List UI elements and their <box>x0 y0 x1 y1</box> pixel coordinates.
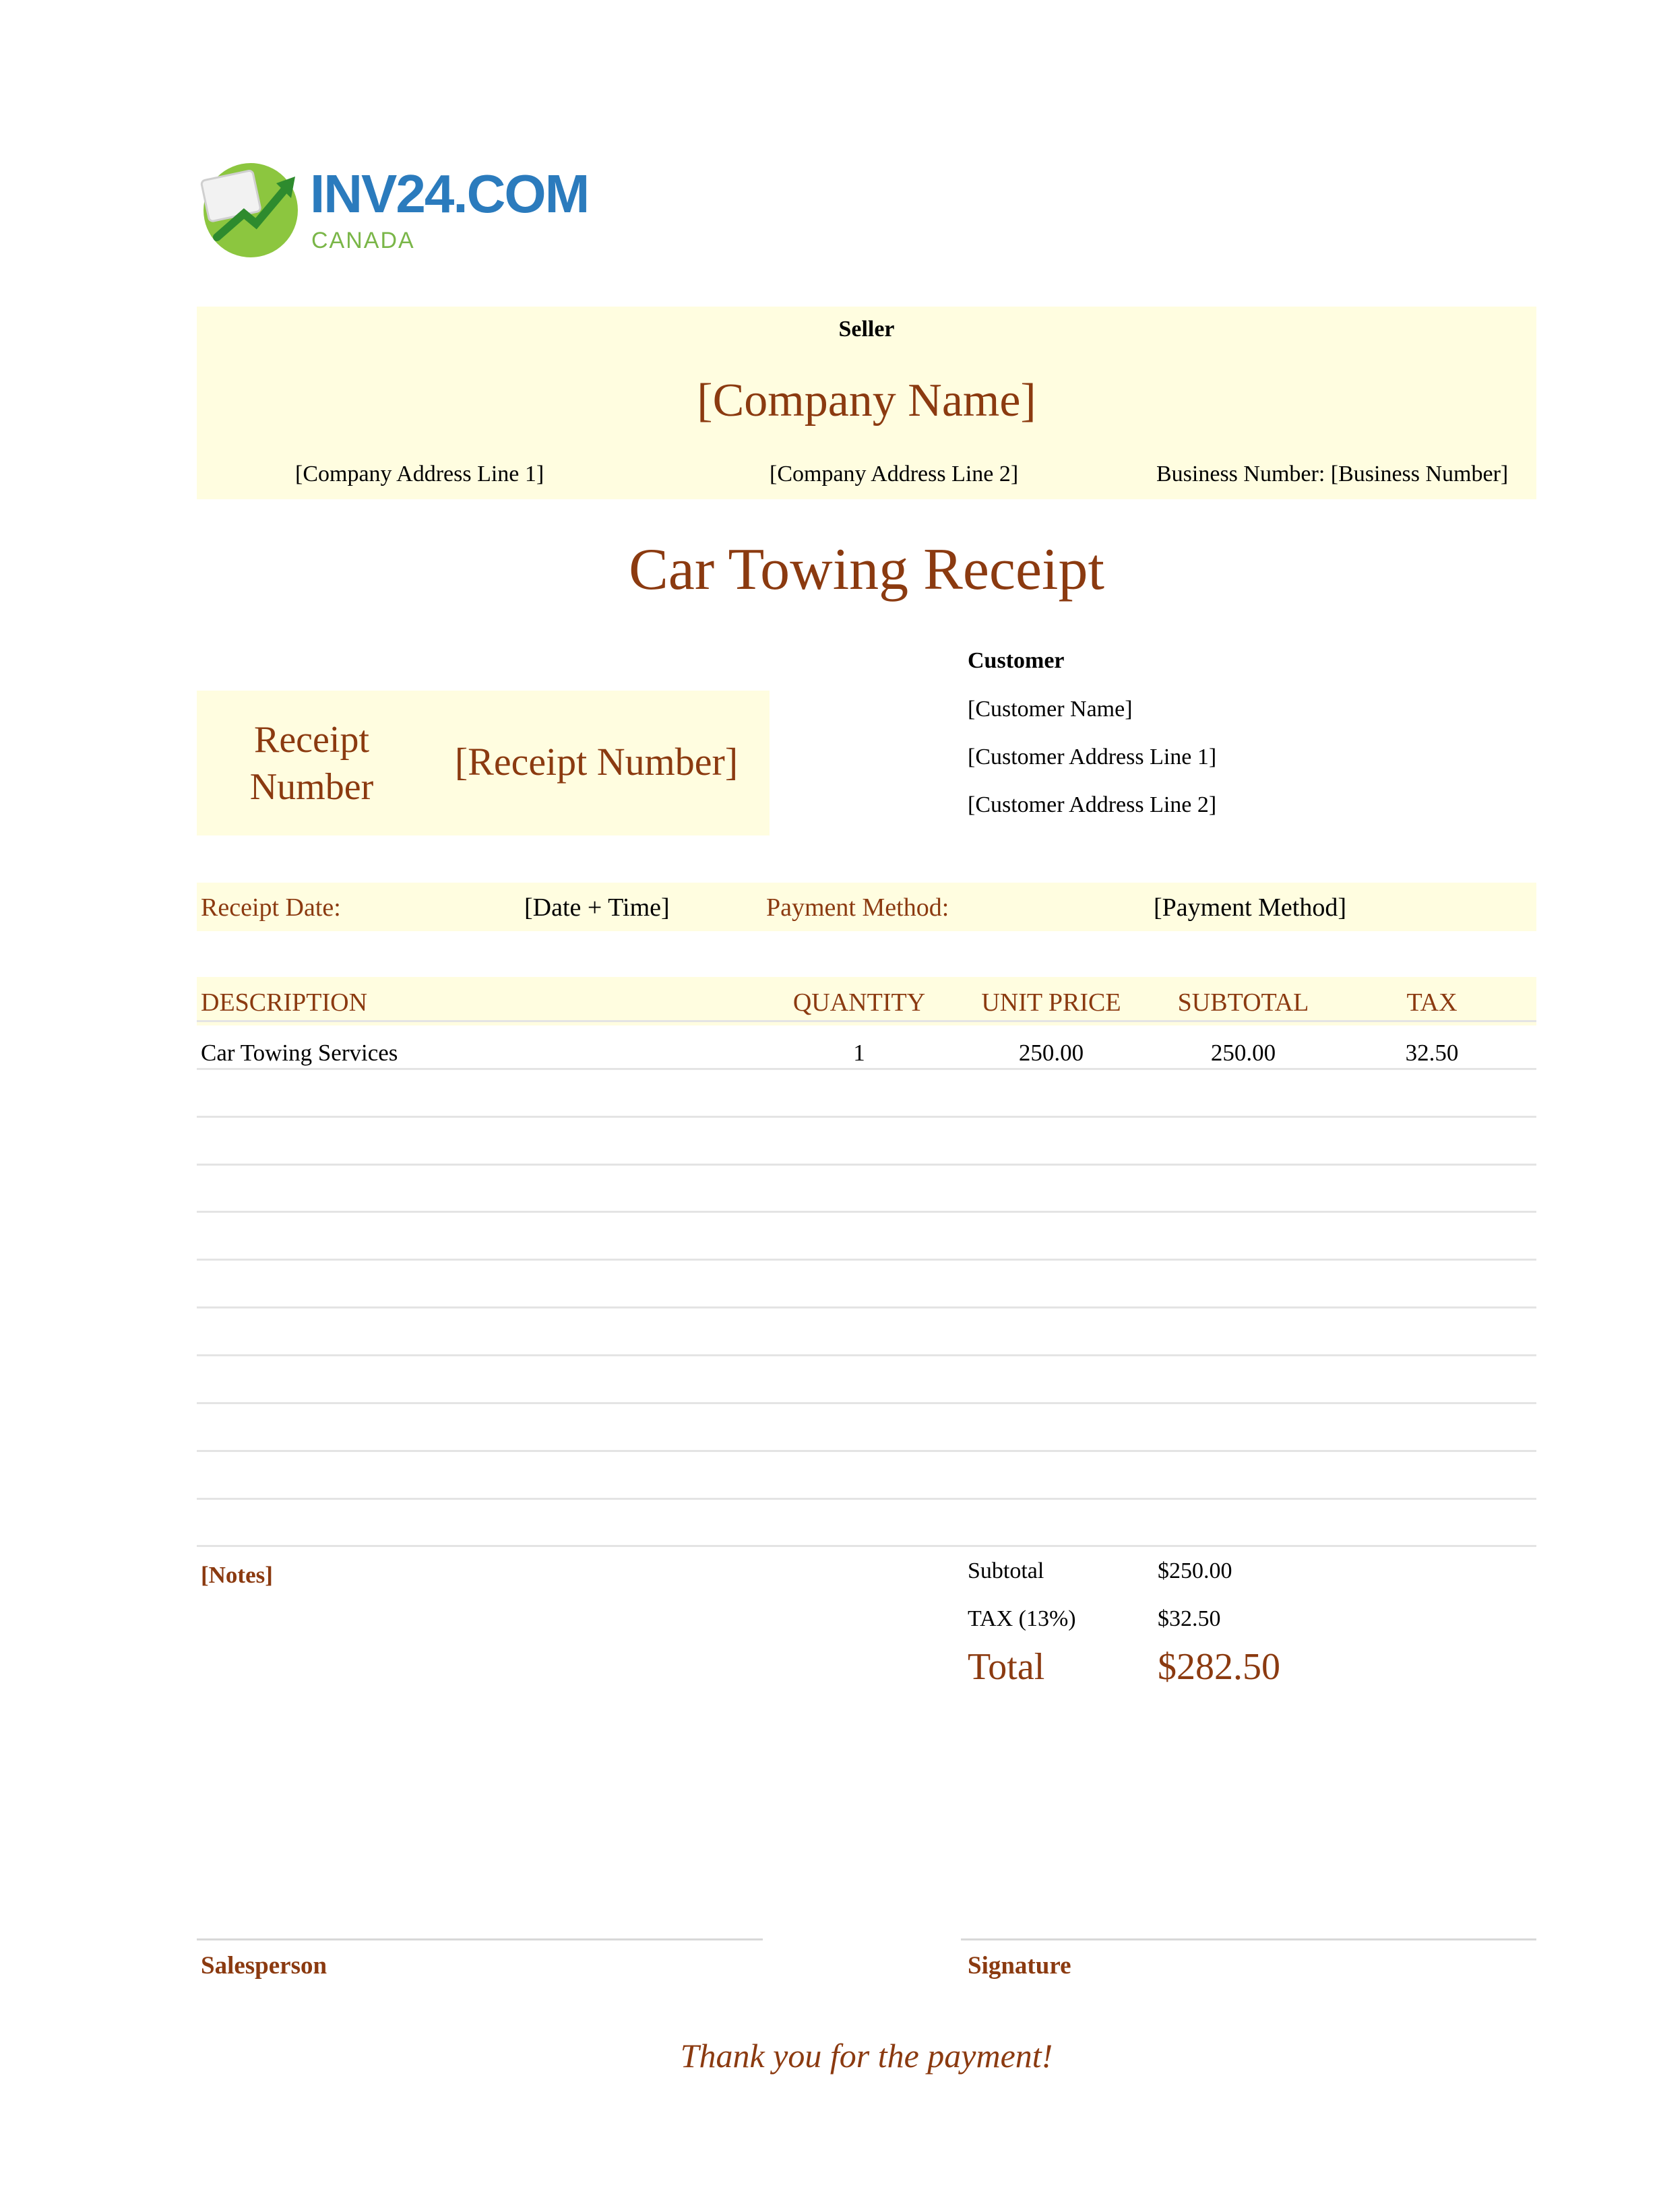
signature-label: Signature <box>968 1952 1071 1980</box>
receipt-date-label: Receipt Date: <box>201 893 341 922</box>
table-divider <box>197 1259 1536 1261</box>
row-quantity: 1 <box>853 1040 865 1066</box>
customer-label: Customer <box>968 648 1065 673</box>
company-address-line-1: [Company Address Line 1] <box>295 462 544 486</box>
thank-you-message: Thank you for the payment! <box>680 2037 1053 2075</box>
receipt-number-value: [Receipt Number] <box>454 740 739 784</box>
subtotal-value: $250.00 <box>1158 1558 1232 1583</box>
logo-brand: INV24.COM <box>310 164 589 224</box>
table-divider <box>197 1354 1536 1356</box>
column-header-unit-price: UNIT PRICE <box>981 988 1121 1017</box>
payment-method-label: Payment Method: <box>766 893 949 922</box>
customer-name: [Customer Name] <box>968 697 1133 722</box>
table-divider <box>197 1402 1536 1404</box>
customer-address-line-2: [Customer Address Line 2] <box>968 792 1217 817</box>
seller-label: Seller <box>838 317 895 342</box>
row-subtotal: 250.00 <box>1210 1040 1276 1066</box>
company-name: [Company Name] <box>697 375 1036 426</box>
payment-method-value: [Payment Method] <box>1154 893 1347 922</box>
table-divider <box>197 1211 1536 1213</box>
tax-label: TAX (13%) <box>968 1606 1076 1631</box>
total-value: $282.50 <box>1158 1646 1280 1688</box>
table-divider <box>197 1020 1536 1022</box>
table-divider <box>197 1450 1536 1452</box>
salesperson-label: Salesperson <box>201 1952 327 1980</box>
salesperson-line <box>197 1938 763 1940</box>
table-divider <box>197 1164 1536 1166</box>
subtotal-label: Subtotal <box>968 1558 1044 1583</box>
table-divider <box>197 1498 1536 1500</box>
column-header-tax: TAX <box>1406 988 1458 1017</box>
column-header-description: DESCRIPTION <box>201 988 368 1017</box>
table-divider <box>197 1116 1536 1118</box>
receipt-number-label: Receipt Number <box>249 719 374 808</box>
notes: [Notes] <box>201 1562 273 1588</box>
row-tax: 32.50 <box>1405 1040 1459 1066</box>
signature-line <box>961 1938 1536 1940</box>
logo-subtitle: CANADA <box>311 228 415 253</box>
column-header-subtotal: SUBTOTAL <box>1177 988 1309 1017</box>
row-description: Car Towing Services <box>201 1040 398 1066</box>
customer-address-line-1: [Customer Address Line 1] <box>968 745 1217 769</box>
receipt-date-value: [Date + Time] <box>524 893 670 922</box>
table-divider <box>197 1068 1536 1070</box>
logo-icon <box>197 156 305 264</box>
table-divider <box>197 1306 1536 1308</box>
column-header-quantity: QUANTITY <box>792 988 926 1017</box>
business-number: Business Number: [Business Number] <box>1156 462 1509 486</box>
tax-value: $32.50 <box>1158 1606 1221 1631</box>
total-label: Total <box>968 1646 1045 1688</box>
row-unit-price: 250.00 <box>1018 1040 1084 1066</box>
table-divider <box>197 1545 1536 1547</box>
company-address-line-2: [Company Address Line 2] <box>770 462 1019 486</box>
page-title: Car Towing Receipt <box>629 537 1104 602</box>
